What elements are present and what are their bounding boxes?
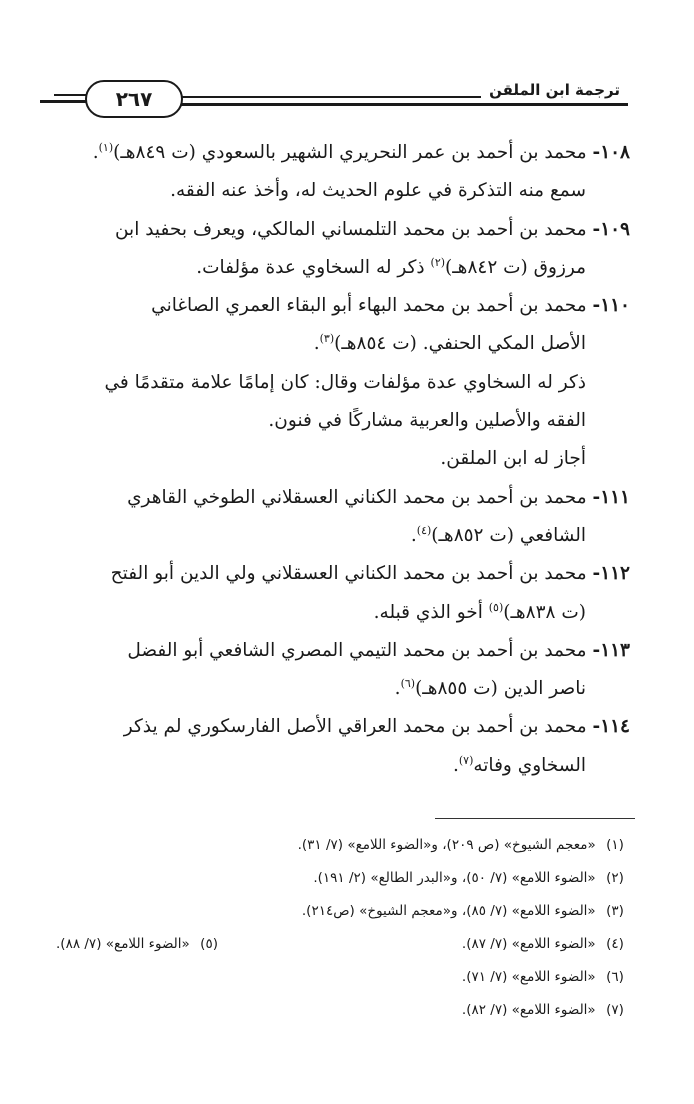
entry-112 <box>56 555 630 593</box>
footnote-number: (١) <box>606 837 624 853</box>
footnote-number: (٦) <box>606 969 624 985</box>
header-title: ترجمة ابن الملقن <box>481 81 628 99</box>
footnotes <box>56 829 630 1027</box>
entry-number: ١١٤- <box>592 716 630 738</box>
header-tail-rule <box>40 100 90 103</box>
entry-number: ١١٢- <box>592 563 630 585</box>
entry-text: (ت ٨٣٨هـ) <box>503 601 586 623</box>
entry-text: . <box>394 678 401 700</box>
entry-108 <box>56 134 630 172</box>
footnote-7 <box>56 994 630 1027</box>
entry-text: السخاوي وفاته <box>473 754 586 776</box>
entry-110-note-2: الفقه والأصلين والعربية مشاركًا في فنون. <box>268 410 586 432</box>
footnote-6 <box>56 961 630 994</box>
page-number: ٢٦٧ <box>115 87 153 111</box>
footnote-ref: (١) <box>98 140 114 154</box>
entry-text: محمد بن أحمد بن محمد التيمي المصري الشافعي أبو الفضل <box>127 639 587 661</box>
entry-text: . <box>410 524 417 546</box>
footnote-ref: (٧) <box>458 753 474 767</box>
entry-number: ١١٠- <box>592 295 630 317</box>
footnote-number: (٧) <box>606 1002 624 1018</box>
entry-114-cont <box>56 747 630 785</box>
footnote-2 <box>56 862 630 895</box>
footnote-text: «الضوء اللامع» (٧/ ٧١). <box>461 969 596 985</box>
entry-text: مرزوق (ت ٨٤٢هـ) <box>445 256 586 278</box>
entry-110-cont <box>56 325 630 363</box>
entry-108-note: سمع منه التذكرة في علوم الحديث له، وأخذ عنه الفقه. <box>170 180 586 202</box>
footnote-number: (٤) <box>606 936 624 952</box>
footnote-4-5 <box>56 928 630 961</box>
entry-text: الأصل المكي الحنفي. (ت ٨٥٤هـ) <box>334 333 586 355</box>
footnote-ref: (٣) <box>319 332 335 346</box>
entry-text: محمد بن أحمد بن محمد التلمساني المالكي، ويعرف بحفيد ابن <box>114 218 587 240</box>
footnote-5 <box>56 928 224 961</box>
footnote-number: (٣) <box>606 903 624 919</box>
footnote-ref: (٢) <box>430 255 446 269</box>
entry-text: ذكر له السخاوي عدة مؤلفات. <box>196 256 431 278</box>
footnote-1 <box>56 829 630 862</box>
footnote-4 <box>462 928 630 961</box>
entry-text: محمد بن أحمد بن محمد البهاء أبو البقاء العمري الصاغاني <box>151 295 587 317</box>
footnote-text: «الضوء اللامع» (٧/ ٨٢). <box>461 1002 596 1018</box>
entry-110-note-1: ذكر له السخاوي عدة مؤلفات وقال: كان إمامًا علامة متقدمًا في <box>104 371 586 393</box>
entry-number: ١٠٩- <box>592 218 630 240</box>
entry-113-cont <box>56 670 630 708</box>
entry-text: محمد بن أحمد بن محمد الكناني العسقلاني ولي الدين أبو الفتح <box>110 563 587 585</box>
footnote-text: «الضوء اللامع» (٧/ ٨٨). <box>56 936 190 952</box>
entry-110-note-3: أجاز له ابن الملقن. <box>440 448 586 470</box>
entry-text: . <box>452 754 459 776</box>
footnote-text: «الضوء اللامع» (٧/ ٨٧). <box>461 936 596 952</box>
footnote-separator <box>435 818 635 819</box>
entry-punct: . <box>92 142 99 163</box>
footnote-text: «الضوء اللامع» (٧/ ٨٥)، و«معجم الشيوخ» (ص٢١٤). <box>301 903 596 919</box>
entry-text: محمد بن أحمد بن محمد العراقي الأصل الفارسكوري لم يذكر <box>123 716 587 738</box>
footnote-number: (٢) <box>606 870 624 886</box>
entry-text: محمد بن أحمد بن محمد الكناني العسقلاني الطوخي القاهري <box>127 486 587 508</box>
entry-109-cont <box>56 249 630 287</box>
entry-text: . <box>313 333 320 355</box>
entry-110 <box>56 287 630 325</box>
footnote-text: «معجم الشيوخ» (ص ٢٠٩)، و«الضوء اللامع» (٧/ ٣١). <box>297 837 596 853</box>
running-header <box>40 80 628 124</box>
entry-number: ١١١- <box>592 486 630 508</box>
entry-111-cont <box>56 517 630 555</box>
entry-text: الشافعي (ت ٨٥٢هـ) <box>431 524 586 546</box>
entry-text: محمد بن أحمد بن عمر النحريري الشهير بالسعودي (ت ٨٤٩هـ) <box>113 142 587 163</box>
header-rule-thick <box>180 103 628 106</box>
entry-111 <box>56 479 630 517</box>
entry-number: ١١٣- <box>592 639 630 661</box>
main-text <box>56 134 630 785</box>
footnote-ref: (٤) <box>416 523 432 537</box>
footnote-ref: (٥) <box>488 600 504 614</box>
entry-number: ١٠٨- <box>592 142 630 163</box>
footnote-number: (٥) <box>200 936 218 952</box>
footnote-ref: (٦) <box>400 677 416 690</box>
entry-text: أخو الذي قبله. <box>373 601 489 623</box>
entry-112-cont <box>56 594 630 632</box>
page-number-badge <box>85 80 183 118</box>
entry-114 <box>56 708 630 746</box>
footnote-text: «الضوء اللامع» (٧/ ٥٠)، و«البدر الطالع» (٢/ ١٩١). <box>313 870 596 886</box>
entry-text: ناصر الدين (ت ٨٥٥هـ) <box>415 678 586 700</box>
entry-109 <box>56 211 630 249</box>
entry-113 <box>56 632 630 670</box>
footnote-3 <box>56 895 630 928</box>
